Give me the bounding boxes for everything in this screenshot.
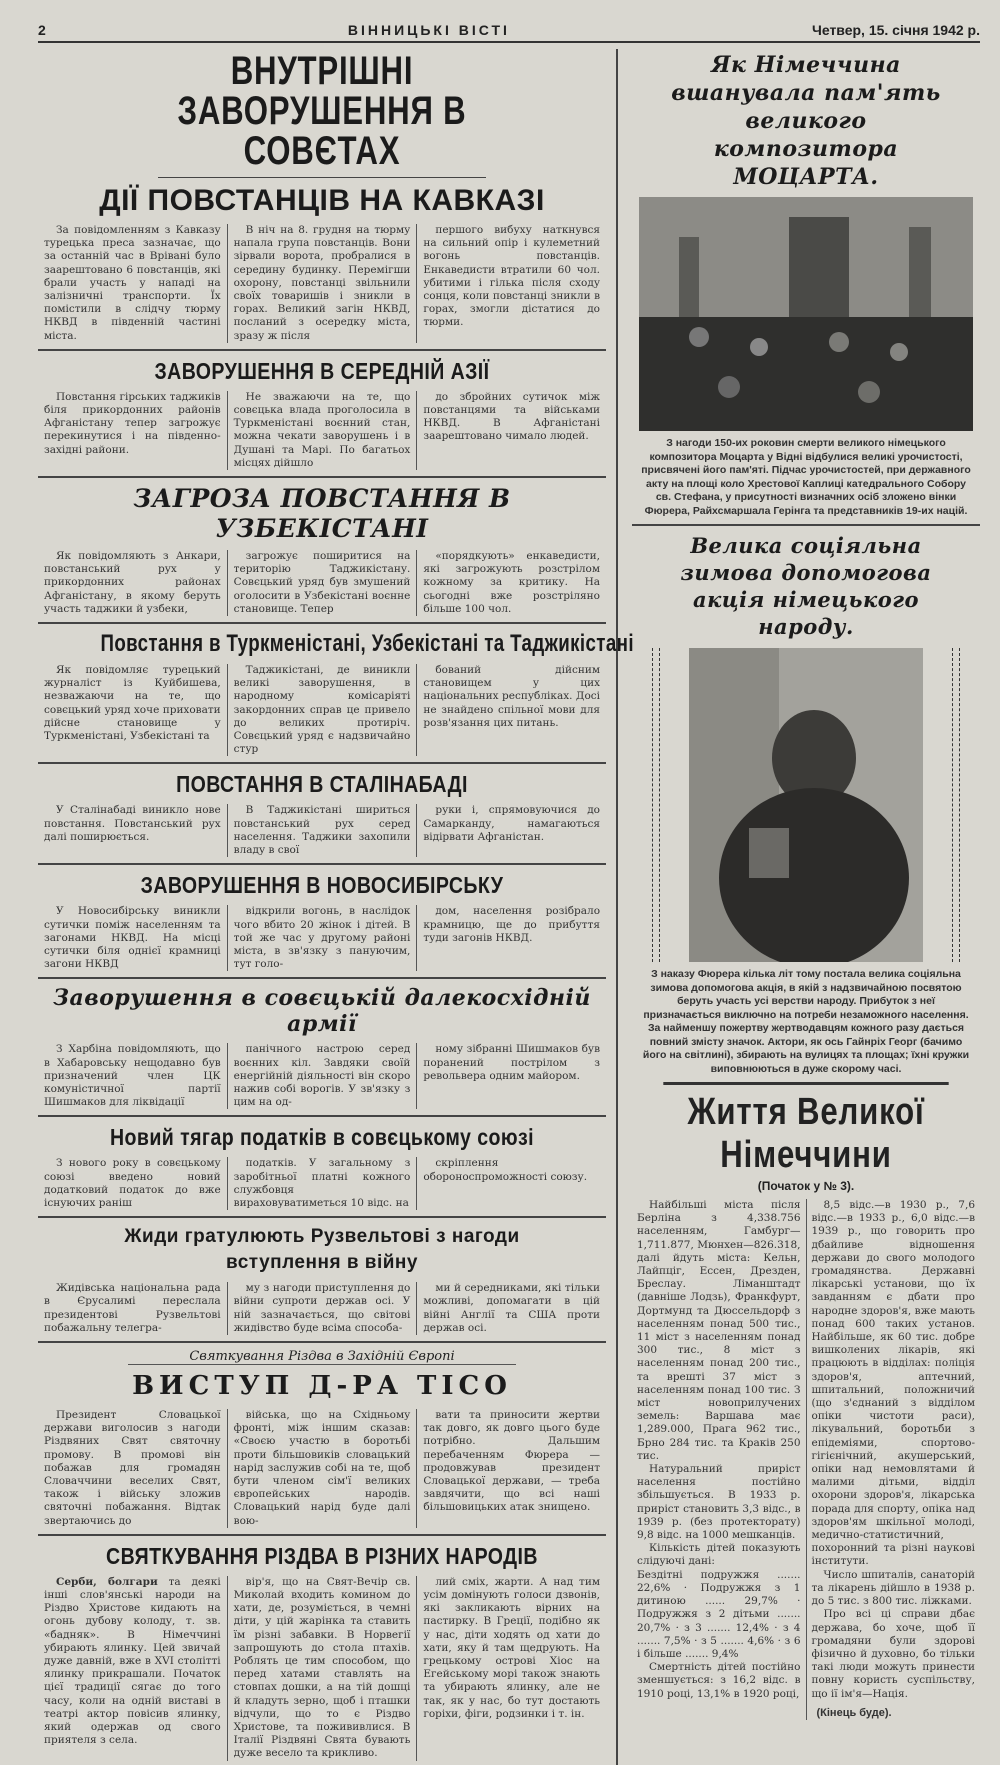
text-col-2: Не зважаючи на те, що совєцька влада проголосила в Туркменістані воєнний стан, можна чекати заворушень і в Душані та Марі. По багатьох місцях дійшло [227,391,417,470]
text-col-3: дом, населення розібрало крамницю, ще до прибуття туди загонів НКВД. [416,905,606,971]
text-col-3: вати та приносити жертви так довго, як довго цього буде потрібно. Дальшим перебаченням Фюрера — продовжував президент Словацької держави, — треба завдячити, що всі наші більшовицьких атак знищено. [416,1409,606,1528]
issue-date: Четвер, 15. січня 1942 р. [812,22,980,38]
headline: ПОВСТАННЯ В СТАЛІНАБАДІ [176,771,468,798]
text-col-2: В Таджикістані шириться повстанський рух серед населення. Таджики захопили владу в свої [227,804,417,857]
text-col-2 [806,1199,981,1720]
headline: ЗАВОРУШЕННЯ В СЕРЕДНІЙ АЗІЇ [154,357,490,384]
paragraph: 8,5 відс.—в 1930 р., 7,6 відс.—в 1933 р., 6,0 відс.—в 1939 р., що говорить про дбайливе відношення держави до свого молодого громадянства. Державні лікарські установи, що їх завданням є дбати про народне здоров'я, вже мають понад 600 таких установ. Найбільше, як 60 тис. добре вишколених лікарів, які працюють в відділах: поліція здоров'я, аптечний, шпитальний, положничий (що з'єднаний з відділом опіки чистоти раси), лікувальний, боротьби з епідеміями, спортово-гігієнічний, акушерський, опіки над немовлятами й малими дітьми, відділ охорони здоров'я, лікарська порада для спорту, опіка над здоров'ям шкільної молоді, медично-статистичний, похоронний та різні наукові інститути. [811,1199,975,1568]
kicker: Святкування Різдва в Західній Європі [128,1349,516,1365]
article-novosibirsk [38,871,606,971]
text-col-1 [632,1199,806,1720]
headline: ВНУТРІШНІ ЗАВОРУШЕННЯ В СОВЄТАХ [177,49,467,173]
subheadline: ДІЇ ПОВСТАНЦІВ НА КАВКАЗІ [99,184,545,217]
left-column [38,49,634,1765]
headline: Повстання в Туркменістані, Узбекістані та Таджикістані [100,630,634,658]
article-internal-unrest [38,51,606,343]
paragraph: Число шпиталів, санаторій та лікарень дійшло в 1938 р. до 5 тис. з 800 тис. ліжками. [811,1568,975,1608]
text-col-1: Повстання гірських таджиків біля прикордонних районів Афганістану тепер загрожує перекинутися і на південно-західні райони. [44,390,221,456]
article-winter-aid [632,532,980,1076]
photo-caption: З наказу Фюрера кілька літ тому постала велика соціяльна зимова допомогова акція, в якій з надзвичайною посвятою беруть участь усі верстви народу. Прибуток з неї призначається виключно на потреби незаможного населення. За найменшу пожертву жертводавцям кожного разу дається повний змісту значок. Актори, як ось Гайнріх Георг (бачимо його на світлині), збирають на вулицях та площах; їхні кружки виповнюються в дуже скорому часі. [642,968,970,1075]
text-col-1: У Новосибірську виникли сутички поміж населенням та загонами НКВД. На місці сутички біля однієї крамниці загони НКВД [44,905,221,971]
article-roosevelt [38,1224,606,1335]
text-col-3: скріплення обороноспроможності союзу. [416,1157,606,1210]
text-col-3: ми й середниками, які тільки можливі, допомагати в цій війні Англії та США проти держав осі. [416,1282,606,1335]
text-body: та деякі інші слов'янські народи на Різдво Христове кидають на огонь дубову колоду, т. зв. «бадняк». В Німеччині убирають ялинку. Цей звичай дуже давній, вже в XVI столітті ялинку прикрашали. Початок цієї традиції сягає до того часу, коли на одній виставі в театрі актор повісив ялинку, який одержав од свого приятеля з села. [44,1575,221,1747]
text-col-1: З Харбіна повідомляють, що в Хабаровську нещодавно був призначений член ЦК комуністичної партії Шишмаков для ліквідації [44,1043,221,1109]
photo-frame [652,648,960,962]
article-uzbekistan [38,484,606,616]
text-col-3: першого вибуху наткнувся на сильний опір і кулеметний вогонь повстанців. Енкаведисти втратили 60 чол. убитими і гілька після сходу сонця, коли повстанці зникли в горах, змогли дістатися до тюрми. [416,224,606,343]
text-col-3: ному зібранні Шишмаков був поранений пострілом з револьвера одним майором. [416,1043,606,1109]
text-col-2: панічного настрою серед воєнних кіл. Завдяки своїй енергійній діяльності він скоро нажив собі ворогів. У зв'язку з цим на од- [227,1043,417,1109]
text-col-2: війська, що на Східньому фронті, між іншим сказав: «Своєю участю в боротьбі проти більшовиків словацький нарід заслужив собі на те, щоб бути членом сім'ї великих європейських народів. Словацький нарід буде далі вою- [227,1409,417,1528]
article-tiso [38,1349,606,1528]
paragraph: Найбільші міста після Берліна з 4,338.756 населенням, Гамбург—1,711.877, Мюнхен—826.318, далі йдуть міста: Кельн, Лайпціг, Ессен, Дрезден, Бреслау. Ліманштадт (давніше Лодзь), Франкфурт, Дортмунд та Дюссельдорф з населенням понад 500 тис., 11 міст з населенням понад 300 тис., 8 міст з населенням понад 200 тис., та врешті 37 міст з населенням понад 100 тис. З міст новоприлучених земель: Варшава має 1,289.000, Прага 962 тис., Брно 284 тис. та Краків 250 тис. [637,1199,801,1462]
right-column [618,49,980,1765]
page-number: 2 [38,22,46,38]
text-col-1: Як повідомляє турецький журналіст із Куйбишева, незважаючи на те, що совєцький уряд хоче приховати дійсне становище у Туркменістані, Узбекістані та [44,664,221,743]
paper-name: ВІННИЦЬКІ ВІСТІ [347,22,510,38]
article-central-asia [38,357,606,470]
paragraph: Кількість дітей показують слідуючі дані: [637,1542,801,1568]
text-col-1: Жидівська національна рада в Єрусалимі переслала президентові Рузвельтові побажальну телегра- [44,1282,221,1334]
text-col-3: «порядкують» енкаведисти, які загрожують розстрілом кожному за критику. На сьогодні вже розстріляно більше 100 чол. [416,550,606,616]
text-col-3: бований дійсним становищем у цих національних республіках. Досі не знайдено спільної мови для розв'язання цих питань. [416,664,606,756]
text-col-2: В ніч на 8. грудня на тюрму напала група повстанців. Вони зірвали ворота, пробралися в середину будинку. Перемігши охорону, повстанці звільнили своїх товаришів і зникли в горах. Великий загін НКВД, посланий з осередку міста, зразу ж після [227,224,417,343]
article-great-germany [632,1082,980,1720]
text-col-3: лий сміх, жарти. А над тим усім домінують голоси дзвонів, які закликають вірних на пастирку. В Греції, подібно як у нас, діти ходять од хати до хати, яку й там щедрують. На грецькому острові Хіос на Егейському морі також знають та убирають ялинку, але не так, як у нас, бо тут достають горіхи, фіги, родзинки і т. ін. [416,1576,606,1761]
headline: Жиди гратулюють Рузвельтові з нагоди вступлення в війну [124,1226,520,1274]
headline: ЗАГРОЗА ПОВСТАННЯ В УЗБЕКІСТАНІ [133,484,511,544]
text-col-3: руки і, спрямовуючися до Самарканду, намагаються відірвати Афганістан. [416,804,606,857]
text-col-1: У Сталінабаді виникло нове повстання. Повстанський рух далі поширюється. [44,804,221,843]
text-col-2: відкрили вогонь, в наслідок чого вбито 20 жінок і дітей. В той же час у другому районі міста, в зв'язку з пануючим, тут голо- [227,905,417,971]
paragraph: Натуральний приріст населення постійно збільшується. В 1933 р. приріст становить 3,3 відс., в 1939 р. (без протекторату) 9,8 відс. на 1000 мешканців. [637,1463,801,1542]
article-far-east-army [38,985,606,1109]
text-col-1 [38,1576,227,1761]
subheadline: (Початок у № 3). [757,1179,855,1193]
photo-crowd-image [639,197,973,431]
text-col-1: За повідомленням з Кавказу турецька преса зазначає, що за останній час в Врівані було заарештовано 6 повстанців, які брали участь у нападі на залізничні транспорти. Їх помістили в слідчу тюрму НКВД в південній частині міста. [44,224,221,342]
text-col-2: вір'я, що на Свят-Вечір св. Миколай входить комином до хати, де, розуміється, в чемні діти, у цій жарінка та ставить їм різні забавки. В Норвегії запрошують до стола птахів. Роблять це тим способом, що перед хатами ставлять на стовпах дошки, а на тій дошці й кладуть зерно, щоб і пташки відчули, що то є Різдво Христове, та пожививлися. В Італії Різдвяні Свята бувають дуже весело та крикливо. [227,1576,417,1761]
paragraph: Про всі ці справи дбає держава, бо хоче, щоб її громадяни були здорові фізично й духовно, бо тільки такі люди можуть принести повну користь суспільству, що ії ім'я—Нація. [811,1608,975,1700]
headline: Як Німеччина вшанувала пам'ять великого композитора МОЦАРТА. [671,52,941,190]
text-col-2: Таджикістані, де виникли великі заворушення, в народному комісаріяті закордонних справ це привело до великих протиріч. Совєцький уряд є надзвичайно стур [227,664,417,756]
headline: ЗАВОРУШЕННЯ В НОВОСИБІРСЬКУ [140,872,504,899]
photo-heinrich-george [689,648,923,962]
paragraph: Смертність дітей постійно зменшується: з 16,2 відс. в 1910 році, 13,1% в 1920 році, [637,1661,801,1700]
article-stalinabad [38,770,606,857]
headline: Життя Великої Німеччини [663,1082,948,1177]
headline: Велика соціяльна зимова допомогова акція німецького народу. [680,533,932,639]
headline: Новий тягар податків в совєцькому союзі [109,1124,534,1151]
text-col-1: Президент Словацької держави виголосив з нагоди Різдвяних Свят святочну промову. В промові він побажав для громадян Словаччини веселих Свят, також і війську зложив святочні побажання. Відтак звертаючись до [44,1408,221,1527]
text-col-2: загрожує поширитися на територію Таджикістану. Совєцький уряд був змушений оголосити в Узбекістані воєнне становище. Тепер [227,550,417,616]
headline: Заворушення в совєцькій далекосхідній армії [53,985,591,1038]
text-col-1: З нового року в совєцькому союзі введено новий додатковий податок до вже існуючих раніш [44,1157,221,1209]
lead-words: Серби, болгари [56,1575,158,1588]
text-col-3: до збройних сутичок між повстанцями та військами НКВД. В Афганістані заарештовано чимало людей. [416,391,606,470]
to-be-continued: (Кінець буде). [816,1706,892,1719]
article-taxes [38,1123,606,1210]
photo-portrait-image [689,648,923,962]
text-col-1: Як повідомляють з Анкари, повстанський рух у прикордонних районах Афганістану, в якому беруть участь таджики й узбеки, [44,550,221,615]
headline: ВИСТУП Д-РА ТІСО [132,1370,512,1401]
masthead [38,22,980,43]
text-col-2: податків. У загальному з заробітньої платні кожного службовця вираховуватиметься 10 відс. на [227,1157,417,1210]
photo-caption: З нагоди 150-их роковин смерти великого німецького композитора Моцарта у Відні відбулися великі урочистості, присвячені його пам'яті. Підчас урочистостей, при державного акту на площі коло Хрестової Каплиці катедрального Собору св. Стефана, у присутності визначних осіб зложено вінки Фюрера, Райхсмаршала Герінга та представників 19-их націй. [641,437,971,517]
article-turkmenistan [38,630,634,756]
child-stats: Бездітні подружжя ....... 22,6% · Подружжя з 1 дитиною ...... 29,7% · Подружжя з 2 дітьми ....... 20,7% · з 3 ....... 12,4% · з 4 ....... 7,5% · з 5 ....... 4,6% · з 6 і більше ....... 9,4% [637,1568,801,1660]
photo-mozart-ceremony [639,197,973,431]
article-mozart [632,51,980,518]
text-col-2: му з нагоди приступлення до війни супроти держав осі. У ній зазначається, що світові жидівство буде всіма способа- [227,1282,417,1335]
headline: СВЯТКУВАННЯ РІЗДВА В РІЗНИХ НАРОДІВ [106,1542,538,1569]
article-christmas [38,1542,606,1761]
